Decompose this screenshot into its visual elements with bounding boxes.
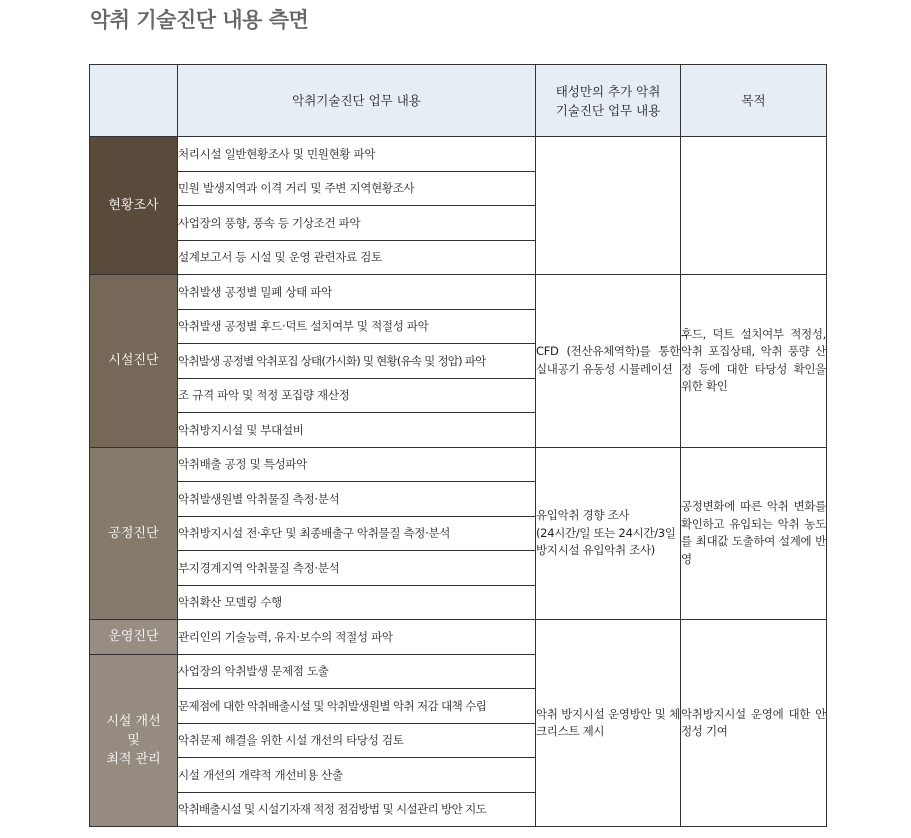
category-cell: 공정진단	[90, 447, 178, 620]
purpose-cell: 공정변화에 따른 악취 변화를 확인하고 유입되는 악취 농도를 최대값 도출하여 설계에 반영	[681, 447, 827, 620]
category-cell	[90, 654, 178, 827]
extra-line: 방지시설 유입악취 조사)	[536, 543, 655, 557]
extra-line: (24시간/일 또는 24시간/3일	[536, 525, 676, 540]
task-cell: 사업장의 풍향, 풍속 등 기상조건 파악	[178, 206, 536, 241]
table-row	[90, 620, 827, 655]
task-cell: 설계보고서 등 시설 및 운영 관련자료 검토	[178, 240, 536, 275]
task-cell: 악취문제 해결을 위한 시설 개선의 타당성 검토	[178, 723, 536, 758]
task-cell: 악취발생 공정별 밀폐 상태 파악	[178, 275, 536, 310]
extra-cell: CFD (전산유체역학)를 통한 실내공기 유동성 시뮬레이션	[536, 275, 681, 448]
task-cell: 부지경계지역 악취물질 측정·분석	[178, 551, 536, 586]
header-category	[90, 65, 178, 137]
task-cell: 악취발생원별 악취물질 측정·분석	[178, 482, 536, 517]
task-cell: 악취발생 공정별 악취포집 상태(가시화) 및 현황(유속 및 정압) 파악	[178, 344, 536, 379]
header-extra-line2: 기술진단 업무 내용	[555, 102, 661, 118]
task-cell: 악취발생 공정별 후드·덕트 설치여부 및 적절성 파악	[178, 309, 536, 344]
category-line: 최적 관리	[106, 751, 161, 767]
task-cell: 관리인의 기술능력, 유지·보수의 적절성 파악	[178, 620, 536, 655]
table-row	[90, 447, 827, 482]
header-tasks: 악취기술진단 업무 내용	[178, 65, 536, 137]
task-cell: 처리시설 일반현황조사 및 민원현황 파악	[178, 137, 536, 172]
task-cell: 악취방지시설 및 부대설비	[178, 413, 536, 448]
task-cell: 사업장의 악취발생 문제점 도출	[178, 654, 536, 689]
category-line: 시설 개선	[106, 713, 161, 729]
table-row	[90, 137, 827, 172]
extra-cell-empty	[536, 137, 681, 275]
task-cell: 시설 개선의 개략적 개선비용 산출	[178, 758, 536, 793]
category-cell: 운영진단	[90, 620, 178, 655]
task-cell: 민원 발생지역과 이격 거리 및 주변 지역현황조사	[178, 171, 536, 206]
header-extra-line1: 태성만의 추가 악취	[555, 83, 661, 99]
page-title: 악취 기술진단 내용 측면	[90, 8, 309, 32]
header-purpose: 목적	[681, 65, 827, 137]
category-cell: 시설진단	[90, 275, 178, 448]
diagnosis-table	[89, 64, 827, 827]
category-cell: 현황조사	[90, 137, 178, 275]
purpose-cell: 후드, 덕트 설치여부 적정성, 악취 포집상태, 악취 풍량 산정 등에 대한 타당성 확인을 위한 확인	[681, 275, 827, 448]
task-cell: 악취배출 공정 및 특성파악	[178, 447, 536, 482]
extra-line: 유입악취 경향 조사	[536, 508, 630, 522]
header-extra	[536, 65, 681, 137]
header-row	[90, 65, 827, 137]
category-line: 및	[127, 732, 140, 748]
purpose-cell-empty	[681, 137, 827, 275]
task-cell: 문제점에 대한 악취배출시설 및 악취발생원별 악취 저감 대책 수립	[178, 689, 536, 724]
table-row	[90, 275, 827, 310]
extra-cell	[536, 447, 681, 620]
task-cell: 악취확산 모델링 수행	[178, 585, 536, 620]
task-cell: 조 규격 파악 및 적정 포집량 재산정	[178, 378, 536, 413]
task-cell: 악취방지시설 전·후단 및 최종배출구 악취물질 측정·분석	[178, 516, 536, 551]
extra-cell: 악취 방지시설 운영방안 및 체크리스트 제시	[536, 620, 681, 827]
purpose-cell: 악취방지시설 운영에 대한 안정성 기여	[681, 620, 827, 827]
task-cell: 악취배출시설 및 시설기자재 적정 점검방법 및 시설관리 방안 지도	[178, 792, 536, 827]
